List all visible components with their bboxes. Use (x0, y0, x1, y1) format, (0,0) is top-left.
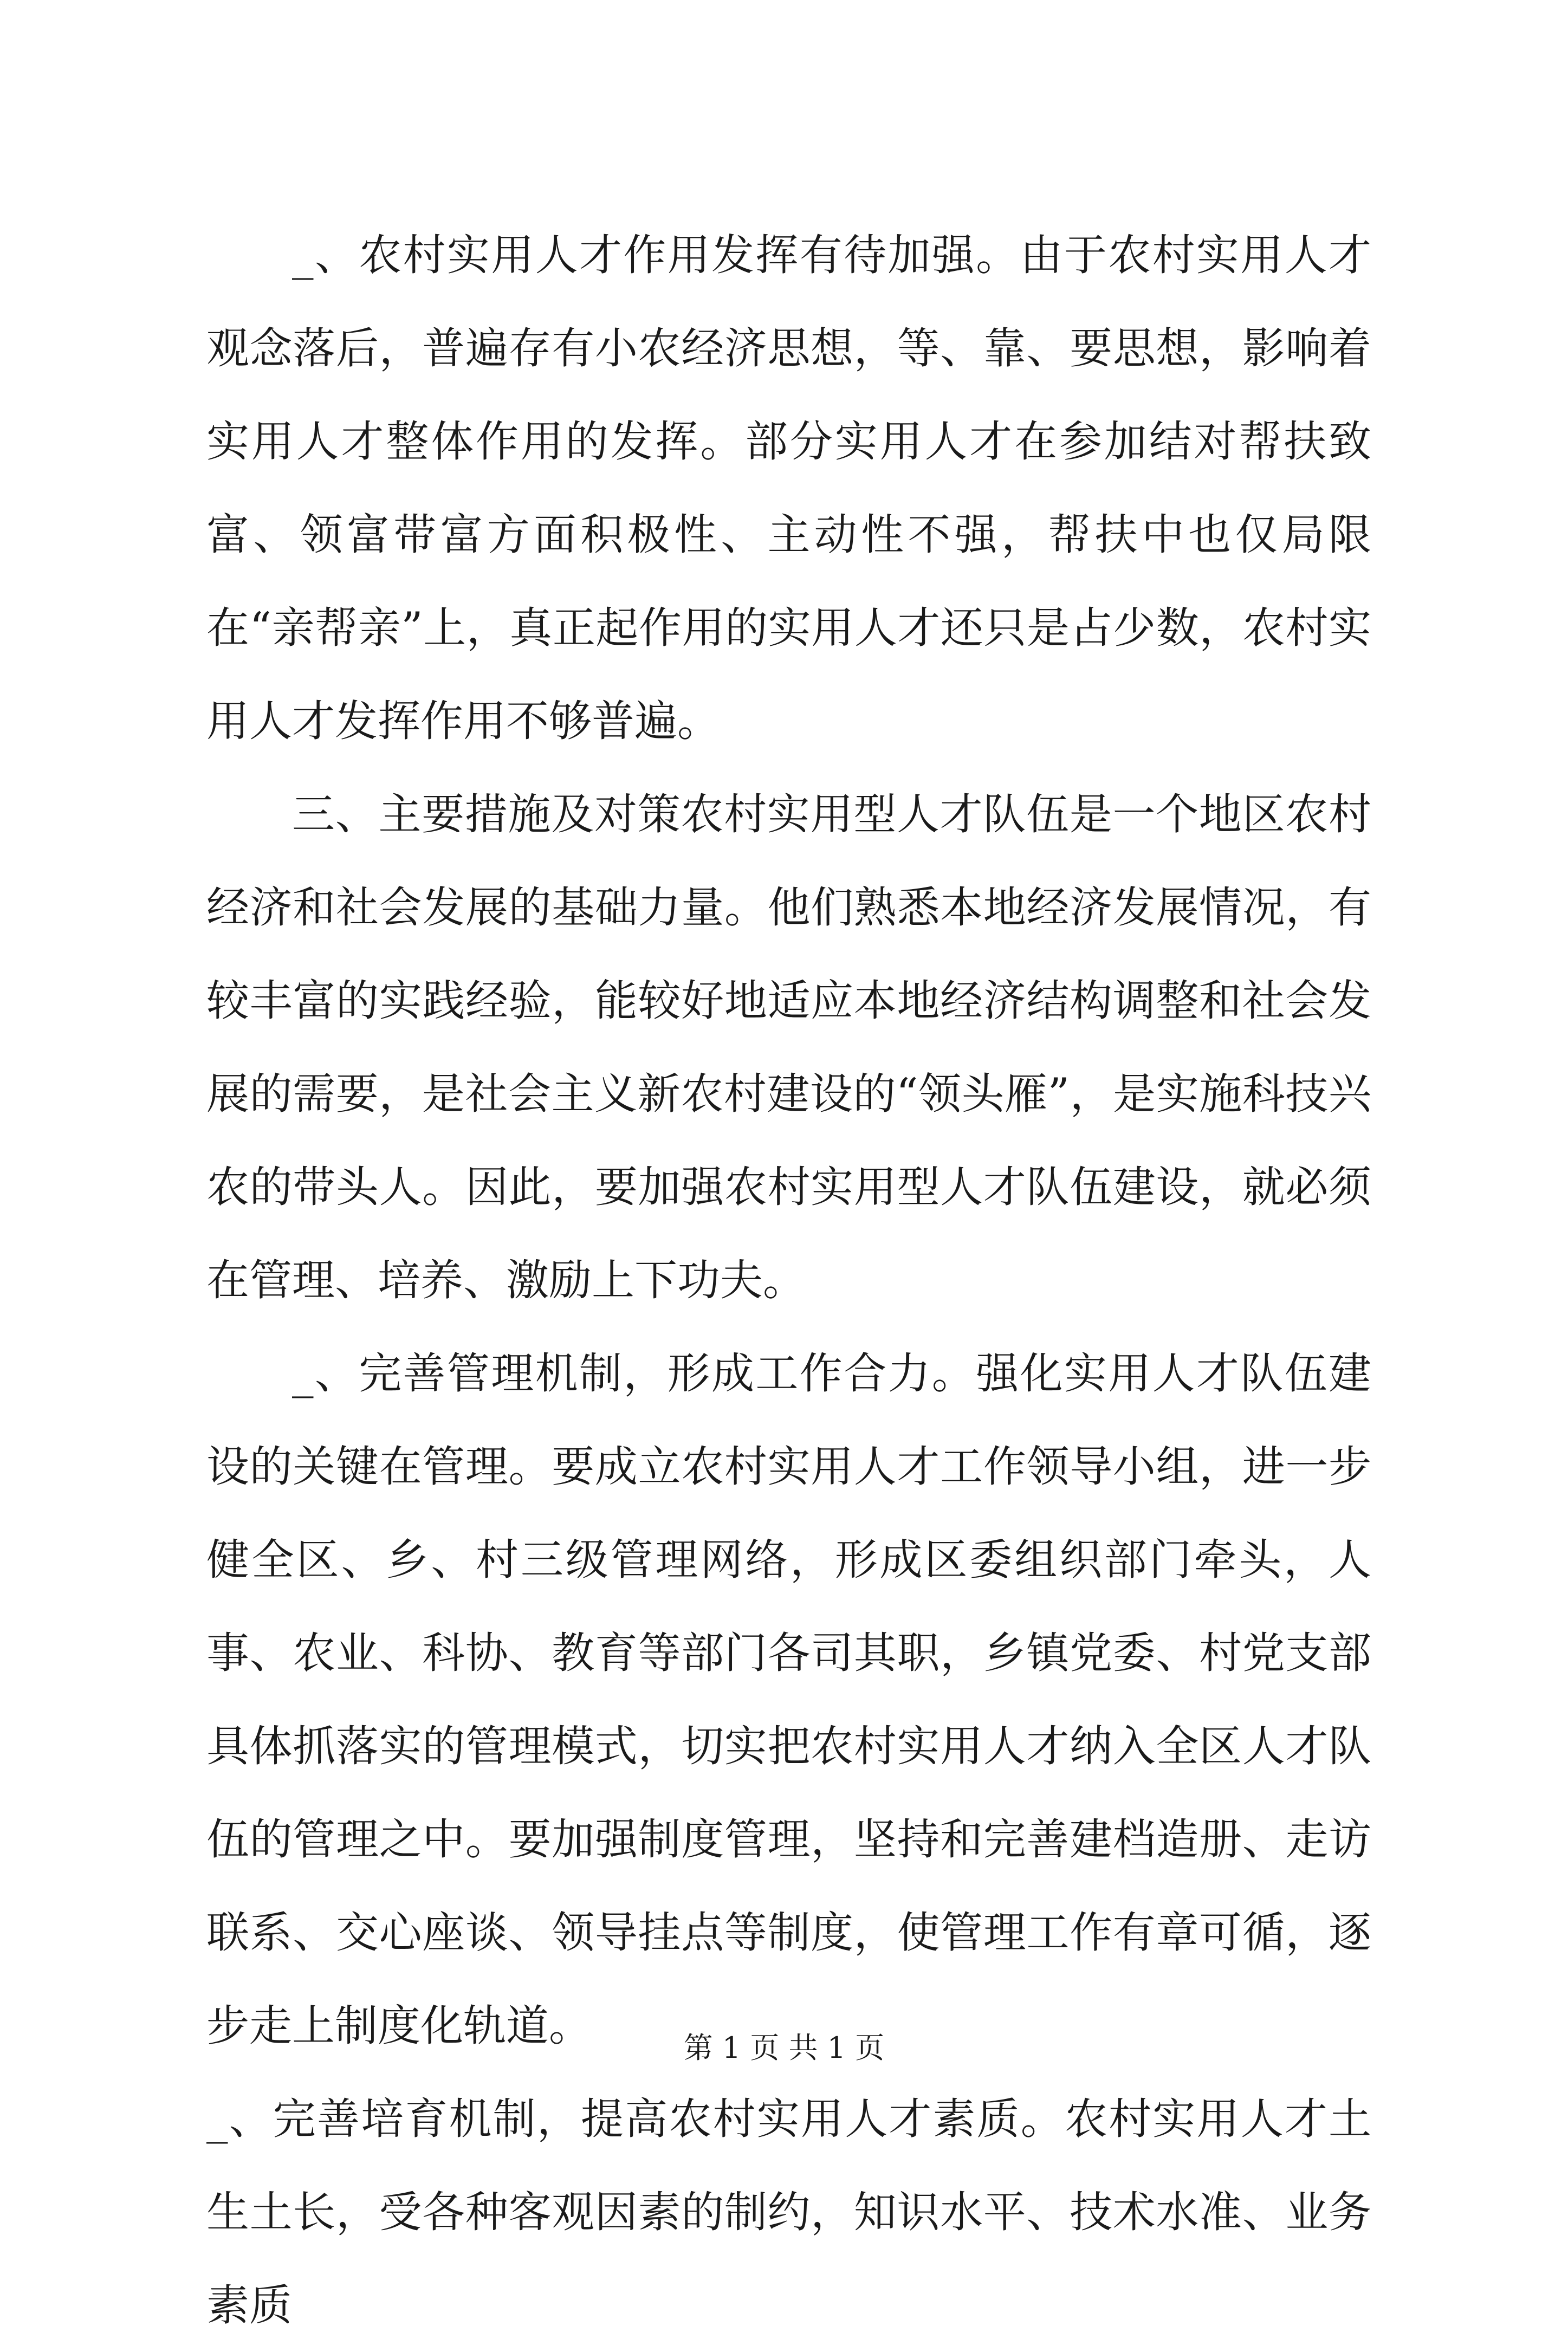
paragraph-cultivation-mechanism: _、完善培育机制，提高农村实用人才素质。农村实用人才土生土长，受各种客观因素的制约，知识水平、技术水准、业务素质 (206, 2094, 1371, 2330)
paragraph-management-mechanism: _、完善管理机制，形成工作合力。强化实用人才队伍建设的关键在管理。要成立农村实用人才工作领导小组，进一步健全区、乡、村三级管理网络，形成区委组织部门牵头，人事、农业、科协、教育等部门各司其职，乡镇党委、村党支部具体抓落实的管理模式，切实把农村实用人才纳入全区人才队伍的管理之中。要加强制度管理，坚持和完善建档造册、走访联系、交心座谈、领导挂点等制度，使管理工作有章可循，逐步走上制度化轨道。 (206, 1349, 1371, 2051)
paragraph-main-measures: 三、主要措施及对策农村实用型人才队伍是一个地区农村经济和社会发展的基础力量。他们熟悉本地经济发展情况，有较丰富的实践经验，能较好地适应本地经济结构调整和社会发展的需要，是社会主义新农村建设的“领头雁”，是实施科技兴农的带头人。因此，要加强农村实用型人才队伍建设，就必须在管理、培养、激励上下功夫。 (206, 789, 1371, 1305)
paragraph-talent-role: _、农村实用人才作用发挥有待加强。由于农村实用人才观念落后，普遍存有小农经济思想，等、靠、要思想，影响着实用人才整体作用的发挥。部分实用人才在参加结对帮扶致富、领富带富方面积极性、主动性不强，帮扶中也仅局限在“亲帮亲”上，真正起作用的实用人才还只是占少数，农村实用人才发挥作用不够普遍。 (206, 230, 1371, 746)
page-number-footer: 第 1 页 共 1 页 (683, 2031, 885, 2065)
